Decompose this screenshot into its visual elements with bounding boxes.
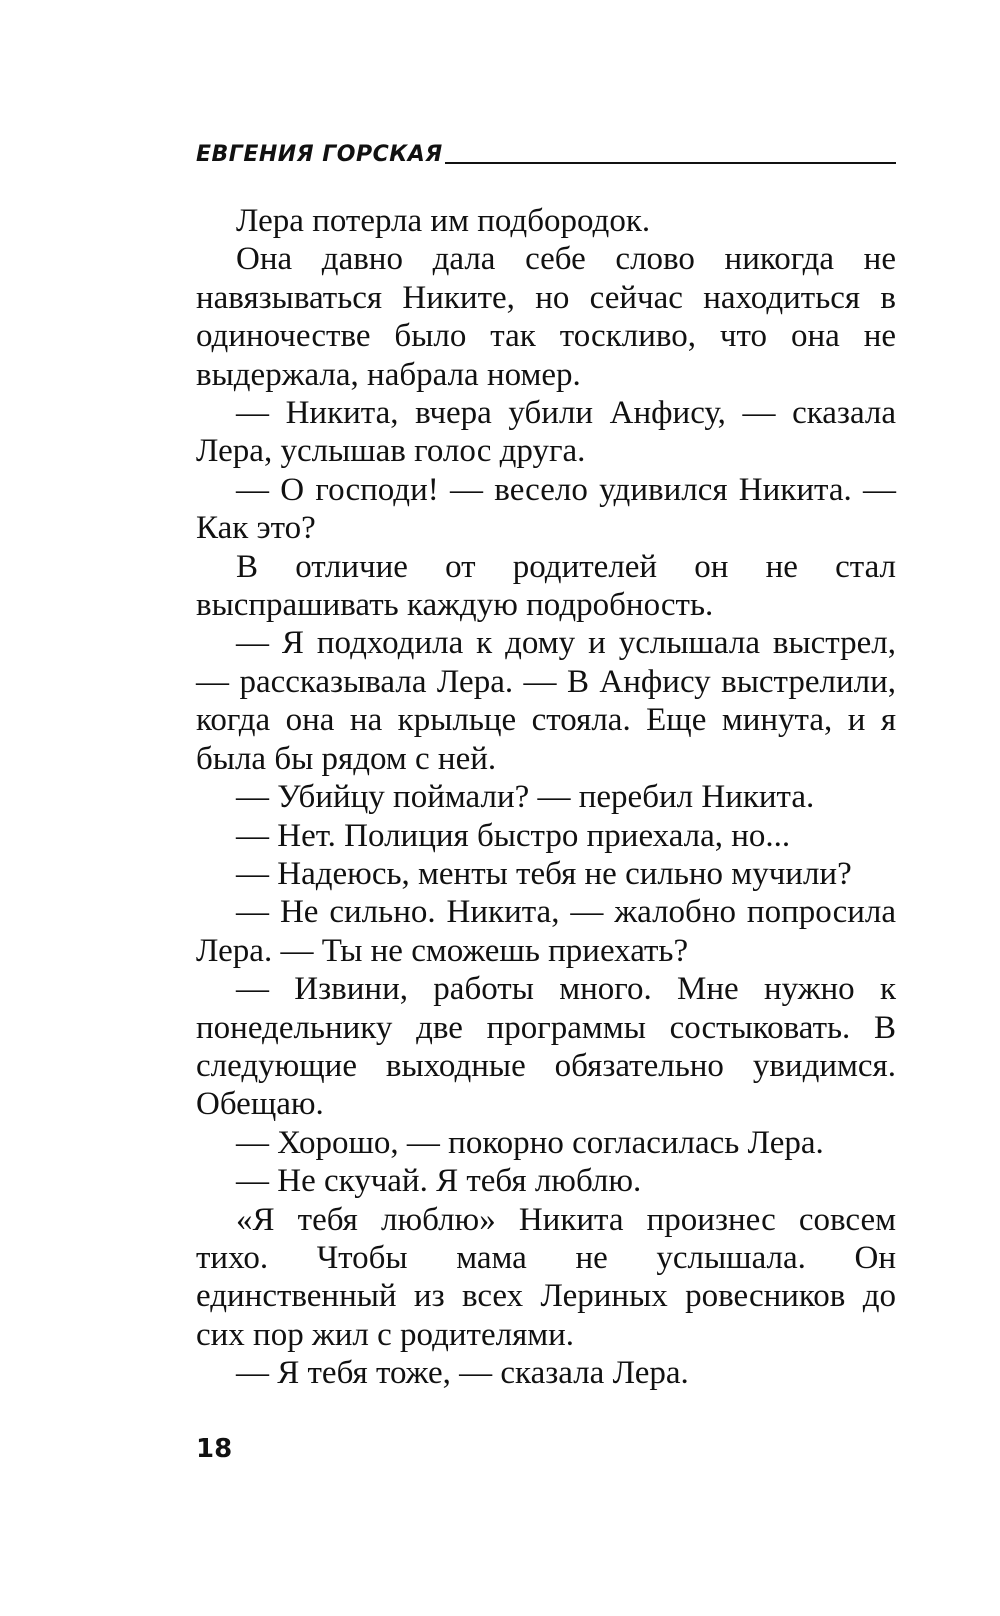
paragraph: Она давно дала себе слово никогда не навязываться Никите, но сейчас находиться в одиночестве было так тоскливо, что она не выдержала, набрала номер. [196,241,896,393]
paragraph: «Я тебя люблю» Никита произнес совсем тихо. Чтобы мама не услышала. Он единственный из всех Лериных ровесников до сих пор жил с родителями. [196,1201,896,1353]
paragraph: — Надеюсь, менты тебя не сильно мучили? [236,855,852,892]
body-text [196,202,896,1393]
paragraph: — Я подходила к дому и услышала выстрел, — рассказывала Лера. — В Анфису выстрелили, когда она на крыльце стояла. Еще минута, и я была бы рядом с ней. [196,625,896,777]
paragraph: — Никита, вчера убили Анфису, — сказала Лера, услышав голос друга. [196,395,896,470]
paragraph: В отличие от родителей он не стал выспрашивать каждую подробность. [196,548,896,624]
header-rule [445,162,896,164]
paragraph: — Хорошо, — покорно согласилась Лера. [236,1124,824,1161]
paragraph: — Не скучай. Я тебя люблю. [236,1163,642,1200]
paragraph: — О господи! — весело удивился Никита. — Как это? [196,471,896,547]
paragraph: — Извини, работы много. Мне нужно к понедельнику две программы состыковать. В следующие выходные обязательно увидимся. Обещаю. [196,971,896,1123]
page-number: 18 [196,1434,233,1464]
paragraph: — Я тебя тоже, — сказала Лера. [236,1355,689,1392]
paragraph: Лера потерла им подбородок. [236,203,651,239]
paragraph: — Нет. Полиция быстро приехала, но... [236,817,791,854]
paragraph: — Убийцу поймали? — перебил Никита. [236,779,815,816]
author-name: ЕВГЕНИЯ ГОРСКАЯ [196,142,443,167]
paragraph: — Не сильно. Никита, — жалобно попросила Лера. — Ты не сможешь приехать? [196,894,896,969]
running-head [196,136,896,166]
